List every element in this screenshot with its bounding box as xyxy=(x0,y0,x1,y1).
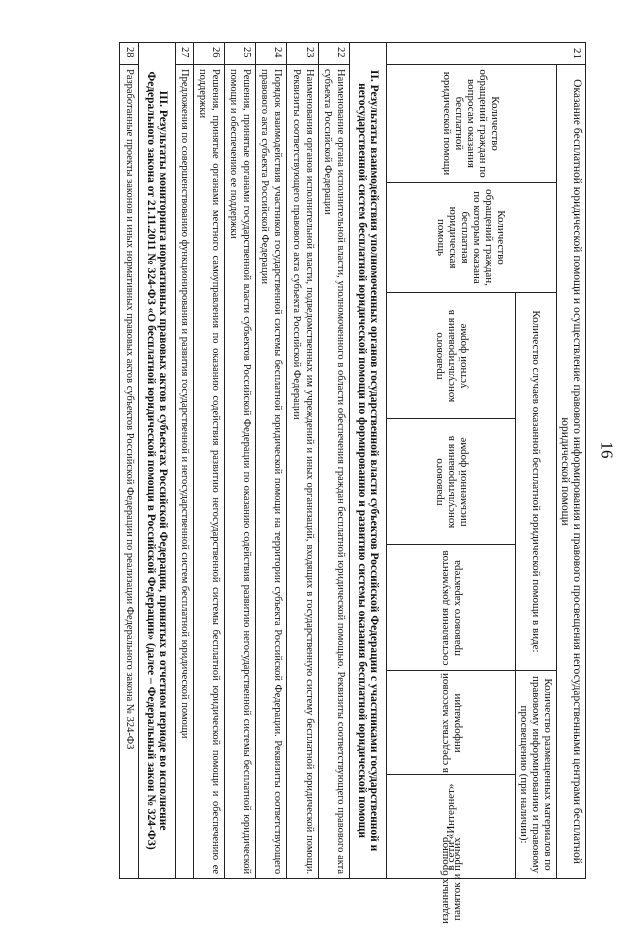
row-text: Предложения по совершенствованию функционирования и развития государственной и негосударственной систем бесплатной юридической помощи xyxy=(175,65,193,879)
col-oral-text: правового консультирования в устной форме xyxy=(433,309,469,402)
row-number: 27 xyxy=(175,43,193,65)
table-row xyxy=(193,43,224,879)
col-written xyxy=(387,419,516,545)
row-21-headers xyxy=(516,43,557,879)
section-3-heading: III. Результаты мониторинга нормативных правовых актов в субъектах Российской Федерации, принятых в отчетном периоде во исполнение Федерального закона от 21.11.2011 № 324-ФЗ «О бесплатной юридической помощи в Российской Федерации» (далее – Федеральный закон № 324-ФЗ) xyxy=(138,43,175,879)
col-written-text: правового консультирования в письменной форме xyxy=(433,435,469,528)
row-number: 26 xyxy=(193,43,224,65)
row-text: Наименования органов исполнительной власти, подведомственных им учреждений и иных организаций, входящих в государственную систему бесплатной юридической помощи. Реквизиты соответствующего правового акта субъекта Российской Федерации xyxy=(287,65,318,879)
table-row xyxy=(225,43,256,879)
table-row xyxy=(287,43,318,879)
row-text: Решения, принятые органами местного самоуправления по оказанию содействия развитию негосударственной системы бесплатной юридической помощи и обеспечению ее поддержки xyxy=(193,65,224,879)
landscape-table-container xyxy=(62,42,586,924)
col-cases: Количество случаев оказанной бесплатной юридической помощи в виде: xyxy=(516,293,557,671)
row-text: Порядок взаимодействия участников государственной системы бесплатной юридической помощи на территории субъекта Российской Федерации. Реквизиты соответствующего правового акта субъекта Российской Федерации xyxy=(256,65,287,879)
row-number: 24 xyxy=(256,43,287,65)
col-docs xyxy=(387,545,516,671)
col-docs-text: составления документов правового характера xyxy=(439,549,463,666)
row-number: 22 xyxy=(318,43,349,65)
row-21-heading: Оказание бесплатной юридической помощи и осуществление правового информирования и правового просвещения негосударственными центрами бесплатной юридической помощи xyxy=(557,65,586,879)
col-internet-text: в сети «Интернет» xyxy=(445,783,457,870)
col-oral xyxy=(387,293,516,419)
col-materials-visible: Количество размещенных материалов по правовому информированию и правовому просвещению (при наличии): xyxy=(516,671,557,879)
section-2 xyxy=(350,43,387,879)
section-3 xyxy=(138,43,175,879)
table-row xyxy=(318,43,349,879)
row-text: Разработанные проекты законов и иных нормативных правовых актов субъектов Российской Федерации по реализации Федерального закона № 324-ФЗ xyxy=(120,65,138,879)
table-row xyxy=(175,43,193,879)
row-number: 25 xyxy=(225,43,256,65)
row-text: Решения, принятые органами государственной власти субъектов Российской Федерации по оказанию содействия развитию негосударственной системы бесплатной юридической помощи и обеспечению ее поддержки xyxy=(225,65,256,879)
col-media xyxy=(387,671,516,775)
report-table xyxy=(120,42,587,924)
col-appeals: Количество обращений граждан по вопросам оказания бесплатной юридической помощи xyxy=(387,65,557,183)
row-21-title xyxy=(557,43,586,879)
row-text: Наименование органа исполнительной власти, уполномоченного в области обеспечения граждан бесплатной юридической помощью. Реквизиты соответствующего правового акта субъекта Российской Федерации xyxy=(318,65,349,879)
col-appeals-helped: Количество обращений граждан, по которым оказана бесплатная юридическая помощь xyxy=(387,183,557,293)
row-number: 23 xyxy=(287,43,318,65)
row-number: 21 xyxy=(387,43,586,65)
table-row xyxy=(120,43,138,879)
col-print-text: изданных брошюр, памяток и прочих xyxy=(439,834,463,924)
col-media-text: в средствах массовой информации xyxy=(439,672,463,773)
section-2-heading: II. Результаты взаимодействия уполномоченных органов государственной власти субъектов Российской Федерации с участниками государственной и негосударственной систем бесплатной юридической помощи по формированию и развитию системы оказания бесплатной юридической помощи xyxy=(350,43,387,879)
page-number: 16 xyxy=(597,441,617,459)
rotated-page-content xyxy=(62,42,586,924)
table-row xyxy=(256,43,287,879)
row-number: 28 xyxy=(120,43,138,65)
